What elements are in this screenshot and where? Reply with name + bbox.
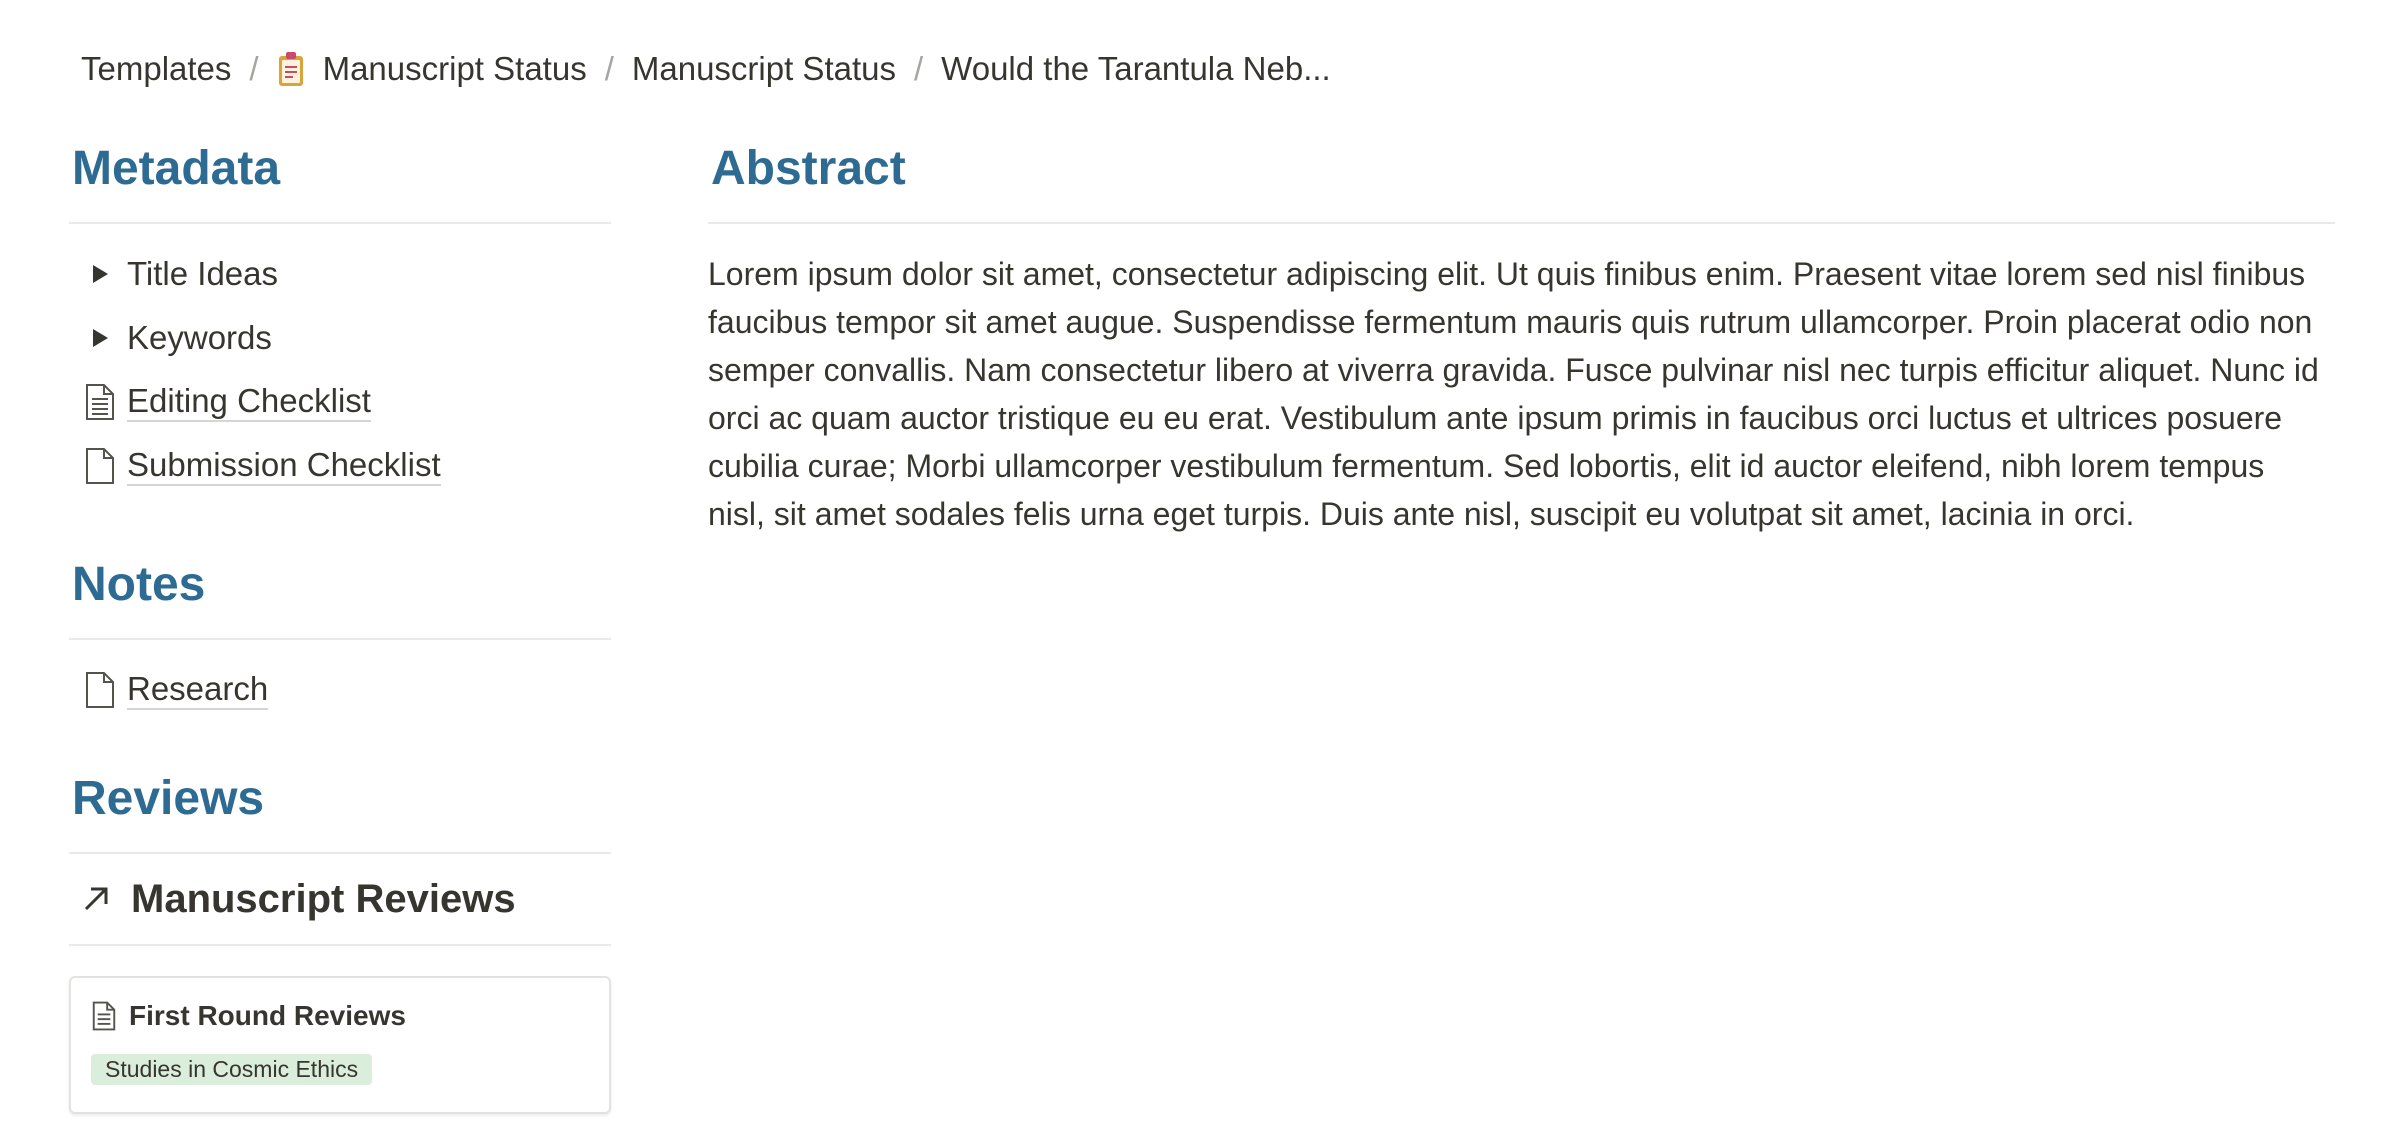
toggle-title-ideas-label: Title Ideas [127, 255, 279, 292]
breadcrumb-manuscript-status-view-label: Manuscript Status [631, 50, 896, 87]
document-text-icon [91, 1001, 117, 1031]
journal-tag: Studies in Cosmic Ethics [91, 1054, 372, 1085]
triangle-right-icon[interactable] [69, 264, 127, 284]
page-link-editing-checklist-label[interactable]: Editing Checklist [127, 382, 371, 422]
abstract-body[interactable]: Lorem ipsum dolor sit amet, consectetur adipiscing elit. Ut quis finibus enim. Praesent vitae lorem sed nisl finibus faucibus tempor sit amet augue. Suspendisse fermentum mauris quis rutrum ullamcorper. Proin placerat odio non semper convallis. Nam consectetur libero at viverra gravida. Fusce pulvinar nisl nec turpis efficitur aliquet. Nunc id orci ac quam auctor tristique eu eu erat. Vestibulum ante ipsum primis in faucibus orci luctus et ultrices posuere cubilia curae; Morbi ullamcorper vestibulum fermentum. Sed lobortis, elit id auctor eleifend, nibh lorem tempus nisl, sit amet sodales felis urna eget turpis. Duis ante nisl, suscipit eu volutpat sit amet, lacinia in orci. [708, 256, 2319, 532]
breadcrumb-templates[interactable] [81, 50, 231, 88]
breadcrumb-templates-label: Templates [81, 50, 232, 87]
reviews-relation-divider [69, 944, 611, 946]
metadata-divider [69, 222, 611, 224]
linked-database-manuscript-reviews[interactable] [69, 854, 611, 944]
metadata-heading: Metadata [72, 142, 281, 195]
breadcrumb-manuscript-status-view[interactable] [632, 50, 896, 88]
toggle-title-ideas[interactable] [69, 242, 611, 306]
linked-database-title: Manuscript Reviews [131, 876, 516, 921]
left-column [69, 136, 611, 1114]
page-link-editing-checklist[interactable] [69, 370, 611, 434]
abstract-heading: Abstract [711, 142, 906, 195]
breadcrumb-separator: / [249, 50, 259, 87]
breadcrumb-current-page-label: Would the Tarantula Neb... [941, 50, 1331, 87]
breadcrumb [81, 48, 1331, 90]
page-link-research[interactable] [69, 658, 611, 722]
review-card-first-round[interactable] [69, 976, 611, 1114]
page-link-research-label[interactable]: Research [127, 670, 268, 710]
page-link-submission-checklist[interactable] [69, 434, 611, 498]
notes-divider [69, 638, 611, 640]
document-blank-icon [69, 447, 127, 485]
clipboard-icon [277, 51, 305, 87]
abstract-divider [708, 222, 2335, 224]
review-card-title [91, 1000, 609, 1032]
toggle-keywords-label: Keywords [127, 319, 272, 356]
breadcrumb-manuscript-status-db[interactable] [277, 50, 587, 88]
breadcrumb-separator: / [604, 50, 614, 87]
reviews-heading: Reviews [72, 772, 265, 825]
triangle-right-icon[interactable] [69, 328, 127, 348]
page-link-submission-checklist-label[interactable]: Submission Checklist [127, 446, 441, 486]
arrow-up-right-icon [81, 884, 121, 914]
notes-heading: Notes [72, 558, 206, 611]
toggle-keywords[interactable] [69, 306, 611, 370]
breadcrumb-separator: / [914, 50, 924, 87]
document-text-icon [69, 383, 127, 421]
document-blank-icon [69, 671, 127, 709]
right-column [708, 136, 2335, 538]
review-card-title-label: First Round Reviews [129, 1000, 406, 1031]
breadcrumb-current-page[interactable] [941, 50, 1331, 88]
breadcrumb-manuscript-status-label: Manuscript Status [322, 50, 587, 87]
